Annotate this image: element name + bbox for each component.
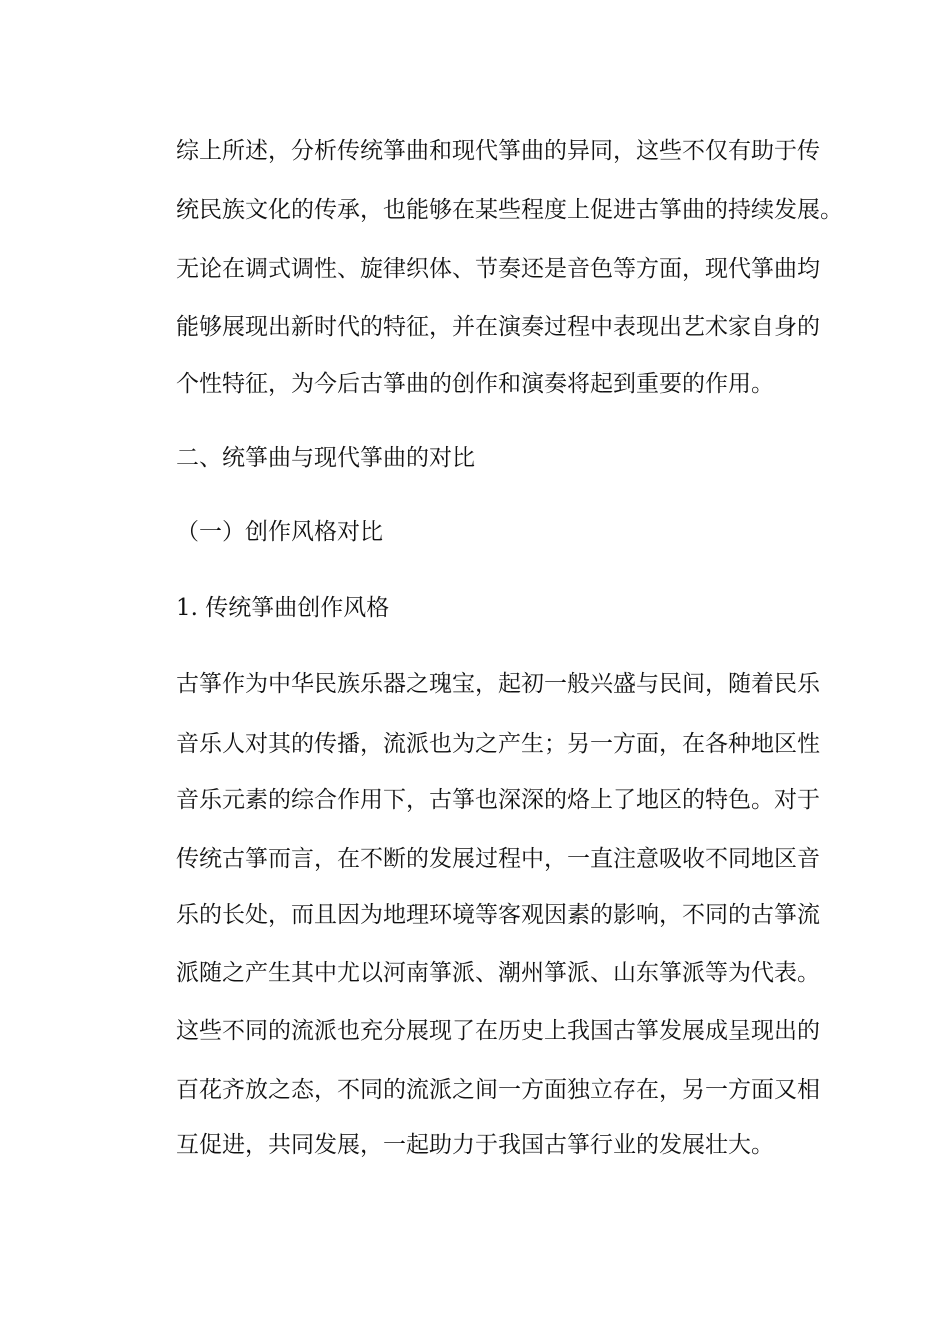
- paragraph-1-line-5: 个性特征，为今后古箏曲的创作和演奏将起到重要的作用。: [176, 371, 774, 397]
- paragraph-1-line-2: 统民族文化的传承，也能够在某些程度上促进古箏曲的持续发展。: [176, 197, 843, 223]
- subsection-heading: （一）创作风格对比: [176, 519, 383, 545]
- paragraph-2-line-7: 这些不同的流派也充分展现了在历史上我国古箏发展成呈现出的: [176, 1018, 820, 1044]
- paragraph-1-line-1: 综上所述，分析传统箏曲和现代箏曲的异同，这些不仅有助于传: [176, 138, 820, 164]
- item-heading: 1. 传统箏曲创作风格: [176, 595, 390, 621]
- paragraph-2-line-8: 百花齐放之态，不同的流派之间一方面独立存在，另一方面又相: [176, 1077, 820, 1103]
- paragraph-2-line-1: 古箏作为中华民族乐器之瑰宝，起初一般兴盛与民间，随着民乐: [176, 671, 820, 697]
- section-heading: 二、统箏曲与现代箏曲的对比: [176, 445, 475, 471]
- paragraph-1-line-4: 能够展现出新时代的特征，并在演奏过程中表现出艺术家自身的: [176, 314, 820, 340]
- paragraph-2-line-5: 乐的长处，而且因为地理环境等客观因素的影响，不同的古箏流: [176, 902, 820, 928]
- paragraph-2-line-4: 传统古箏而言，在不断的发展过程中，一直注意吸收不同地区音: [176, 846, 820, 872]
- paragraph-2-line-3: 音乐元素的综合作用下，古箏也深深的烙上了地区的特色。对于: [176, 787, 820, 813]
- paragraph-1-line-3: 无论在调式调性、旋律织体、节奏还是音色等方面，现代箏曲均: [176, 256, 820, 282]
- paragraph-2-line-2: 音乐人对其的传播，流派也为之产生；另一方面，在各种地区性: [176, 731, 820, 757]
- paragraph-2-line-9: 互促进，共同发展，一起助力于我国古箏行业的发展壮大。: [176, 1132, 774, 1158]
- paragraph-2-line-6: 派随之产生其中尤以河南箏派、潮州箏派、山东箏派等为代表。: [176, 960, 820, 986]
